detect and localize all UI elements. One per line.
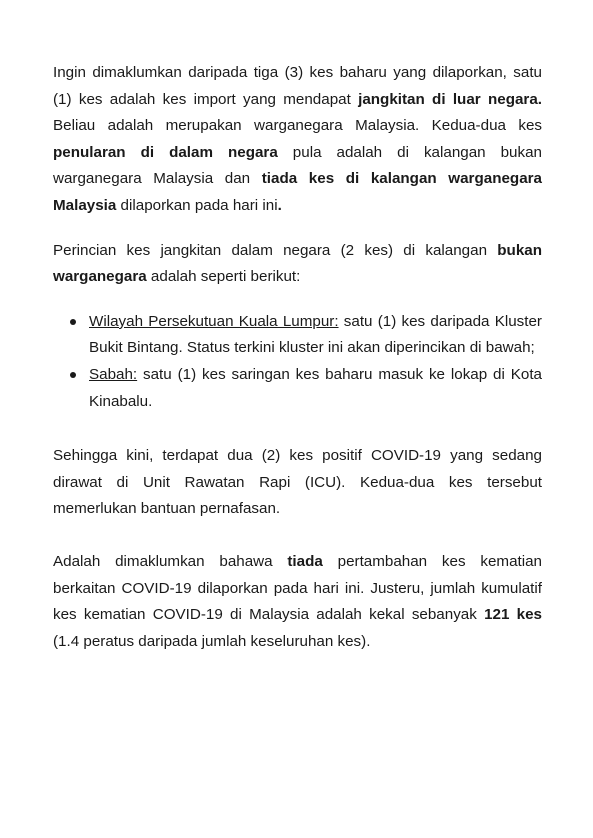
bold-text-imported-infection: jangkitan di luar negara. bbox=[358, 90, 543, 108]
text-run: pula adalah di kalangan bukan warganegara Malaysia dan bbox=[53, 143, 542, 188]
text-run: pertambahan kes kematian berkaitan COVID-19 dilaporkan pada hari ini. Justeru, jumlah kumulatif kes kematian COVID-19 di Malaysia adalah kekal sebanyak bbox=[53, 552, 542, 624]
bullet-icon bbox=[70, 319, 76, 325]
text-run: Beliau adalah merupakan warganegara Malaysia. Kedua-dua kes bbox=[53, 117, 542, 135]
bullet-icon bbox=[70, 372, 76, 378]
paragraph-local-case-details bbox=[53, 238, 542, 291]
bold-text-no-citizen-cases: tiada kes di kalangan warganegara Malaysia bbox=[53, 170, 542, 214]
bullet-label: Wilayah Persekutuan Kuala Lumpur: bbox=[89, 312, 339, 330]
text-run: (1.4 peratus daripada jumlah keseluruhan kes). bbox=[53, 632, 371, 650]
bold-text-local-transmission: penularan di dalam negara bbox=[53, 143, 278, 161]
text-run: Sehingga kini, terdapat dua (2) kes positif COVID-19 yang sedang dirawat di Unit Rawatan Rapi (ICU). Kedua-dua kes tersebut memerlukan bantuan pernafasan. bbox=[53, 447, 542, 518]
bold-text-death-count: 121 kes bbox=[484, 606, 542, 624]
text-run: Perincian kes jangkitan dalam negara (2 kes) di kalangan bbox=[53, 241, 498, 259]
bold-text-none: tiada bbox=[287, 552, 323, 570]
bullet-text: satu (1) kes daripada Kluster Bukit Bintang. Status terkini kluster ini akan diperincikan di bawah; bbox=[89, 312, 542, 357]
text-run: Adalah dimaklumkan bahawa bbox=[53, 552, 288, 570]
case-bullet-list bbox=[53, 309, 542, 415]
bullet-label: Sabah: bbox=[89, 365, 138, 383]
bold-period: . bbox=[277, 196, 282, 214]
paragraph-new-cases bbox=[53, 60, 542, 220]
text-run: Ingin dimaklumkan daripada tiga (3) kes baharu yang dilaporkan, satu (1) kes adalah kes import yang mendapat bbox=[53, 64, 542, 108]
list-item-kuala-lumpur bbox=[53, 309, 542, 362]
paragraph-icu-cases bbox=[53, 443, 542, 523]
paragraph-deaths bbox=[53, 549, 542, 655]
list-item-sabah bbox=[53, 362, 542, 415]
text-run: adalah seperti berikut: bbox=[146, 268, 301, 286]
bullet-text: satu (1) kes saringan kes baharu masuk ke lokap di Kota Kinabalu. bbox=[89, 365, 542, 410]
text-run: dilaporkan pada hari ini bbox=[116, 196, 278, 214]
bold-text-non-citizens: bukan warganegara bbox=[53, 241, 542, 286]
document-body bbox=[53, 60, 542, 655]
